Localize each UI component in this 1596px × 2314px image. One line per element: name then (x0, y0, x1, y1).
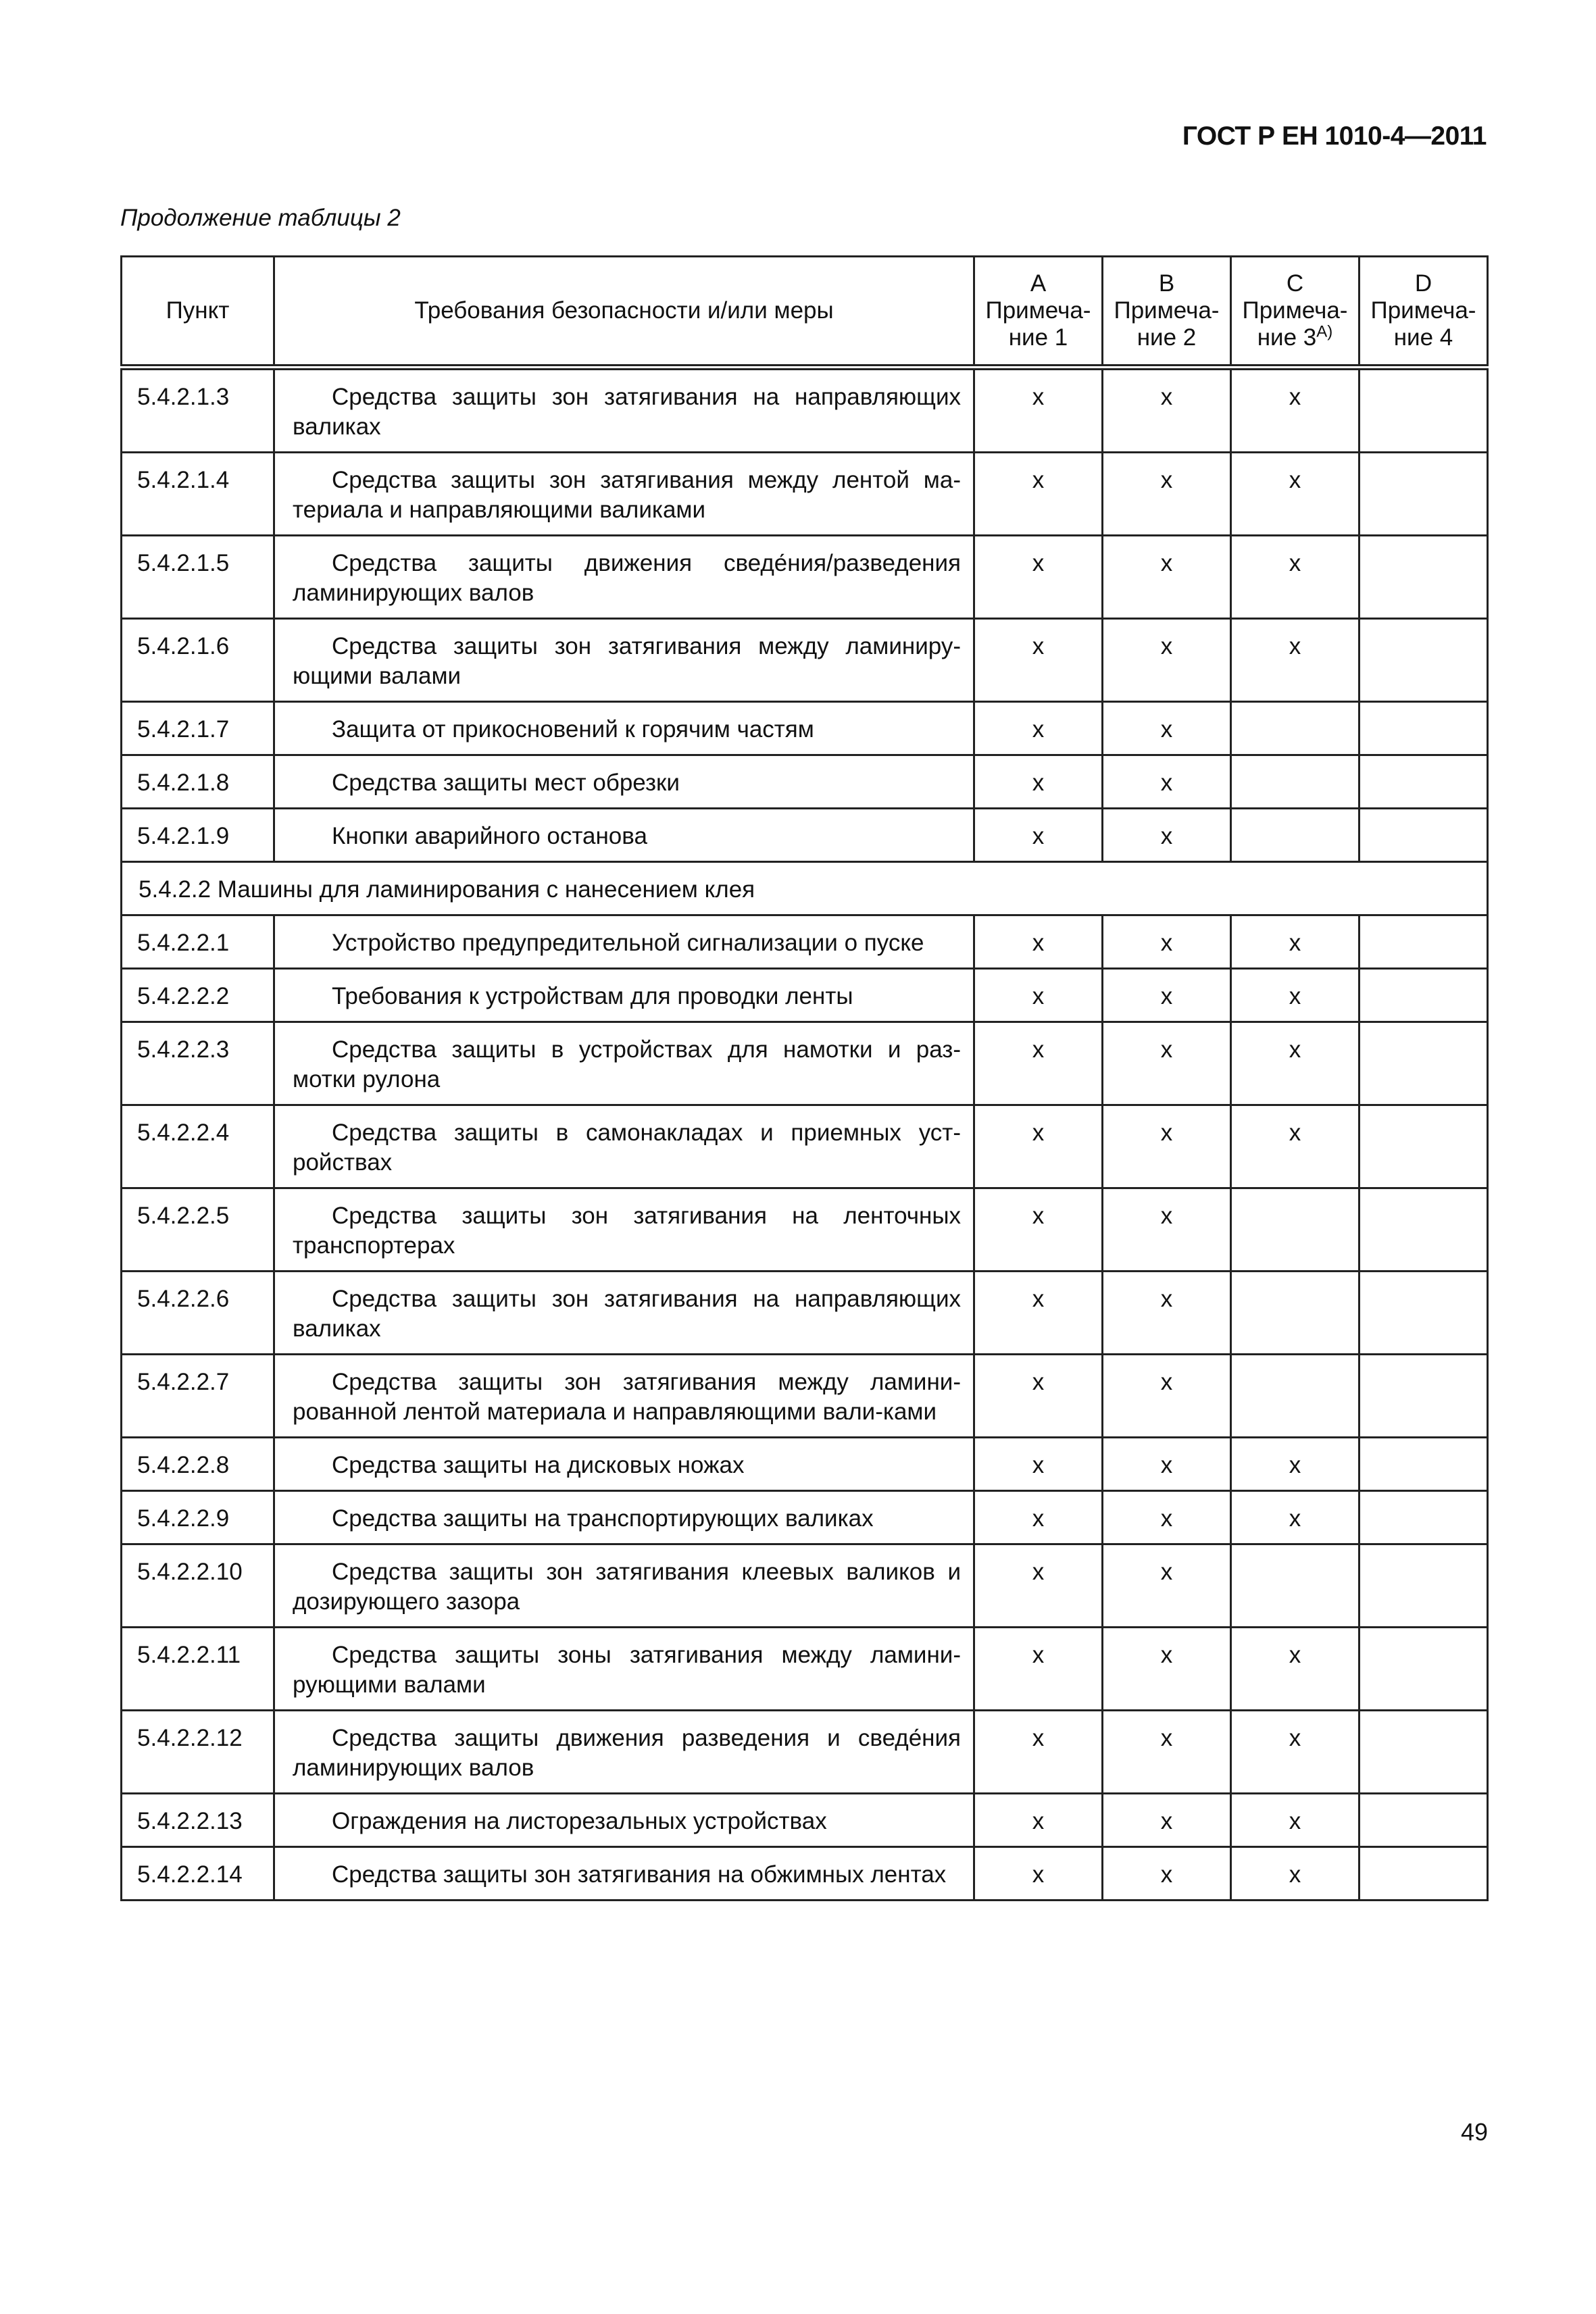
row-mark-b: x (1103, 1794, 1231, 1847)
table-row (122, 702, 1488, 755)
row-requirement: Средства защиты зон затягивания между лентой ма-териала и направляющими валиками (274, 453, 974, 536)
row-mark-b: x (1103, 702, 1231, 755)
row-mark-c: x (1231, 1491, 1360, 1544)
table-row (122, 619, 1488, 702)
row-mark-b: x (1103, 1491, 1231, 1544)
row-mark-a: x (974, 1272, 1103, 1355)
row-mark-b: x (1103, 1847, 1231, 1901)
row-mark-b: x (1103, 1105, 1231, 1188)
row-mark-c: x (1231, 1105, 1360, 1188)
row-mark-a: x (974, 969, 1103, 1022)
row-item-number: 5.4.2.1.9 (122, 809, 274, 862)
table-body (122, 368, 1488, 1901)
row-mark-a: x (974, 915, 1103, 969)
row-mark-a: x (974, 1794, 1103, 1847)
row-item-number: 5.4.2.2.9 (122, 1491, 274, 1544)
row-item-number: 5.4.2.2.5 (122, 1188, 274, 1272)
row-mark-a: x (974, 1105, 1103, 1188)
row-mark-c: x (1231, 1628, 1360, 1711)
column-d-note-line1: Примеча- (1370, 297, 1476, 324)
row-mark-c: x (1231, 1794, 1360, 1847)
table-row (122, 1022, 1488, 1105)
row-requirement: Устройство предупредительной сигнализации о пуске (274, 915, 974, 969)
table-header (122, 257, 1488, 368)
row-mark-c: x (1231, 915, 1360, 969)
column-header-c (1231, 257, 1360, 368)
table-row (122, 453, 1488, 536)
row-requirement: Средства защиты движения разведения и сведе́ния ламинирующих валов (274, 1711, 974, 1794)
row-mark-a: x (974, 1628, 1103, 1711)
row-mark-b: x (1103, 1711, 1231, 1794)
row-mark-a: x (974, 702, 1103, 755)
row-item-number: 5.4.2.2.6 (122, 1272, 274, 1355)
table-row (122, 1355, 1488, 1438)
row-mark-b: x (1103, 1544, 1231, 1628)
row-mark-a: x (974, 1847, 1103, 1901)
row-mark-d (1360, 809, 1488, 862)
requirements-table-container (120, 255, 1487, 1901)
row-requirement: Средства защиты движения сведе́ния/разведения ламинирующих валов (274, 536, 974, 619)
requirements-table (120, 255, 1489, 1901)
row-mark-a: x (974, 1491, 1103, 1544)
row-mark-d (1360, 1438, 1488, 1491)
column-c-letter: C (1286, 270, 1304, 297)
row-item-number: 5.4.2.2.4 (122, 1105, 274, 1188)
row-mark-d (1360, 1022, 1488, 1105)
row-mark-b: x (1103, 1272, 1231, 1355)
row-mark-d (1360, 915, 1488, 969)
table-row (122, 1544, 1488, 1628)
table-row (122, 1794, 1488, 1847)
column-a-note-line1: Примеча- (985, 297, 1091, 324)
row-mark-d (1360, 536, 1488, 619)
row-mark-c (1231, 1544, 1360, 1628)
table-row (122, 915, 1488, 969)
row-mark-d (1360, 1355, 1488, 1438)
column-header-item: Пункт (122, 257, 274, 368)
column-d-letter: D (1414, 270, 1432, 297)
row-requirement: Ограждения на листорезальных устройствах (274, 1794, 974, 1847)
row-mark-d (1360, 1105, 1488, 1188)
row-mark-d (1360, 1794, 1488, 1847)
row-mark-a: x (974, 1711, 1103, 1794)
table-row (122, 536, 1488, 619)
table-row (122, 1628, 1488, 1711)
row-mark-a: x (974, 619, 1103, 702)
row-item-number: 5.4.2.1.7 (122, 702, 274, 755)
row-mark-a: x (974, 1355, 1103, 1438)
column-d-note-line2: ние 4 (1393, 324, 1453, 351)
row-mark-a: x (974, 1544, 1103, 1628)
row-mark-c: x (1231, 1438, 1360, 1491)
column-a-letter: A (1030, 270, 1047, 297)
row-mark-b: x (1103, 915, 1231, 969)
document-standard-header: ГОСТ Р ЕН 1010-4—2011 (1182, 122, 1487, 151)
row-mark-c: x (1231, 536, 1360, 619)
row-mark-a: x (974, 368, 1103, 453)
row-mark-d (1360, 368, 1488, 453)
row-mark-b: x (1103, 536, 1231, 619)
row-requirement: Средства защиты зон затягивания между ламини-рованной лентой материала и направляющими вали-ками (274, 1355, 974, 1438)
row-mark-a: x (974, 453, 1103, 536)
table-row (122, 368, 1488, 453)
row-mark-c: x (1231, 969, 1360, 1022)
row-item-number: 5.4.2.2.8 (122, 1438, 274, 1491)
row-mark-b: x (1103, 1022, 1231, 1105)
table-row (122, 1272, 1488, 1355)
row-mark-d (1360, 1711, 1488, 1794)
row-mark-d (1360, 1491, 1488, 1544)
row-mark-d (1360, 702, 1488, 755)
row-mark-b: x (1103, 619, 1231, 702)
row-mark-c: x (1231, 1022, 1360, 1105)
row-requirement: Средства защиты на транспортирующих валиках (274, 1491, 974, 1544)
table-row (122, 1438, 1488, 1491)
section-heading: 5.4.2.2 Машины для ламинирования с нанесением клея (122, 862, 1488, 915)
column-a-note-line2: ние 1 (1008, 324, 1068, 351)
table-header-row (122, 257, 1488, 368)
row-mark-c: x (1231, 1847, 1360, 1901)
row-mark-c: x (1231, 368, 1360, 453)
row-item-number: 5.4.2.2.14 (122, 1847, 274, 1901)
row-mark-a: x (974, 1022, 1103, 1105)
row-requirement: Кнопки аварийного останова (274, 809, 974, 862)
row-requirement: Защита от прикосновений к горячим частям (274, 702, 974, 755)
row-mark-a: x (974, 536, 1103, 619)
column-c-footnote-marker: A) (1316, 322, 1333, 341)
row-item-number: 5.4.2.2.12 (122, 1711, 274, 1794)
row-mark-c: x (1231, 453, 1360, 536)
column-c-note-line2: ние 3 (1257, 324, 1317, 351)
row-item-number: 5.4.2.1.5 (122, 536, 274, 619)
row-mark-a: x (974, 1188, 1103, 1272)
row-mark-c (1231, 809, 1360, 862)
table-caption: Продолжение таблицы 2 (120, 205, 401, 231)
row-item-number: 5.4.2.1.4 (122, 453, 274, 536)
row-mark-c (1231, 1272, 1360, 1355)
row-mark-c (1231, 1188, 1360, 1272)
column-b-letter: B (1158, 270, 1175, 297)
row-item-number: 5.4.2.2.3 (122, 1022, 274, 1105)
table-row (122, 1188, 1488, 1272)
row-mark-b: x (1103, 1188, 1231, 1272)
row-requirement: Средства защиты зон затягивания на обжимных лентах (274, 1847, 974, 1901)
row-mark-d (1360, 755, 1488, 809)
row-mark-b: x (1103, 969, 1231, 1022)
table-row (122, 1847, 1488, 1901)
table-row (122, 1105, 1488, 1188)
row-item-number: 5.4.2.2.7 (122, 1355, 274, 1438)
column-b-note-line2: ние 2 (1137, 324, 1197, 351)
row-mark-a: x (974, 755, 1103, 809)
row-mark-b: x (1103, 453, 1231, 536)
row-item-number: 5.4.2.1.8 (122, 755, 274, 809)
column-header-a (974, 257, 1103, 368)
row-requirement: Средства защиты зон затягивания на направляющих валиках (274, 1272, 974, 1355)
row-item-number: 5.4.2.2.13 (122, 1794, 274, 1847)
row-mark-d (1360, 1847, 1488, 1901)
row-requirement: Средства защиты зон затягивания между ламиниру-ющими валами (274, 619, 974, 702)
table-row (122, 969, 1488, 1022)
row-item-number: 5.4.2.2.11 (122, 1628, 274, 1711)
row-mark-d (1360, 1628, 1488, 1711)
row-mark-b: x (1103, 368, 1231, 453)
row-mark-d (1360, 1272, 1488, 1355)
row-mark-a: x (974, 809, 1103, 862)
row-item-number: 5.4.2.2.2 (122, 969, 274, 1022)
row-item-number: 5.4.2.1.6 (122, 619, 274, 702)
row-mark-b: x (1103, 809, 1231, 862)
row-requirement: Средства защиты на дисковых ножах (274, 1438, 974, 1491)
row-requirement: Средства защиты зоны затягивания между ламини-рующими валами (274, 1628, 974, 1711)
row-mark-c (1231, 702, 1360, 755)
row-requirement: Средства защиты в самонакладах и приемных уст-ройствах (274, 1105, 974, 1188)
row-mark-c (1231, 1355, 1360, 1438)
row-item-number: 5.4.2.2.1 (122, 915, 274, 969)
row-mark-b: x (1103, 1628, 1231, 1711)
column-c-note-line1: Примеча- (1242, 297, 1348, 324)
row-mark-c: x (1231, 1711, 1360, 1794)
row-requirement: Средства защиты зон затягивания на ленточных транспортерах (274, 1188, 974, 1272)
row-mark-c: x (1231, 619, 1360, 702)
row-item-number: 5.4.2.1.3 (122, 368, 274, 453)
section-row (122, 862, 1488, 915)
row-requirement: Средства защиты в устройствах для намотки и раз-мотки рулона (274, 1022, 974, 1105)
page-number: 49 (1460, 2118, 1488, 2146)
table-row (122, 755, 1488, 809)
column-header-requirements: Требования безопасности и/или меры (274, 257, 974, 368)
column-header-b (1103, 257, 1231, 368)
row-mark-d (1360, 969, 1488, 1022)
column-c-note-line2-wrap (1236, 324, 1354, 351)
row-mark-b: x (1103, 755, 1231, 809)
row-requirement: Средства защиты зон затягивания клеевых валиков и дозирующего зазора (274, 1544, 974, 1628)
row-item-number: 5.4.2.2.10 (122, 1544, 274, 1628)
table-row (122, 809, 1488, 862)
table-row (122, 1711, 1488, 1794)
row-mark-d (1360, 1544, 1488, 1628)
table-row (122, 1491, 1488, 1544)
row-mark-a: x (974, 1438, 1103, 1491)
row-mark-d (1360, 619, 1488, 702)
row-requirement: Средства защиты зон затягивания на направляющих валиках (274, 368, 974, 453)
row-requirement: Средства защиты мест обрезки (274, 755, 974, 809)
row-mark-d (1360, 453, 1488, 536)
row-mark-d (1360, 1188, 1488, 1272)
row-mark-c (1231, 755, 1360, 809)
row-requirement: Требования к устройствам для проводки ленты (274, 969, 974, 1022)
column-b-note-line1: Примеча- (1114, 297, 1220, 324)
row-mark-b: x (1103, 1438, 1231, 1491)
row-mark-b: x (1103, 1355, 1231, 1438)
column-header-d (1360, 257, 1488, 368)
